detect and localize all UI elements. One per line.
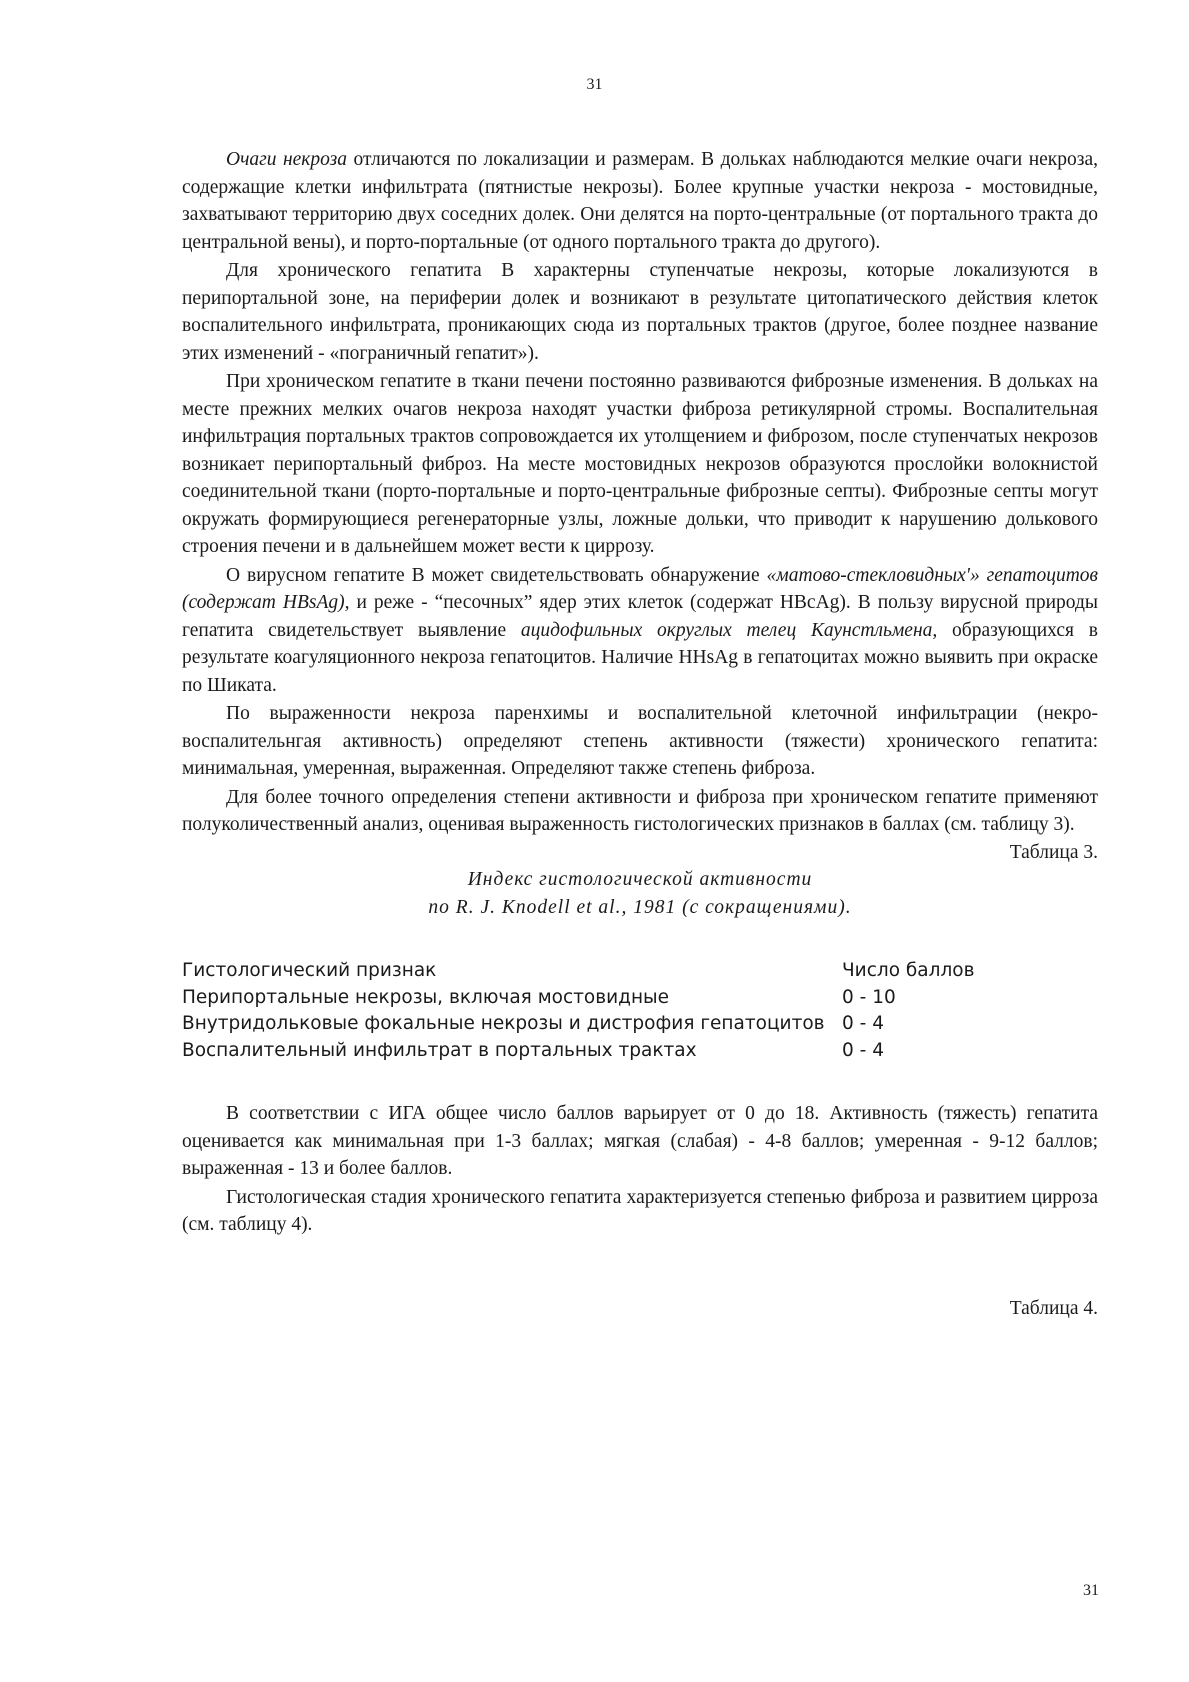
table-cell-feature: Внутридольковые фокальные некрозы и дистрофия гепатоцитов — [182, 1013, 825, 1034]
paragraph-viral-hepatitis — [182, 562, 1098, 700]
document-body — [182, 146, 1098, 1322]
table-header-row — [182, 958, 1098, 985]
table-row — [182, 1038, 1098, 1065]
paragraph-score-interpretation: В соответствии с ИГА общее число баллов варьирует от 0 до 18. Активность (тяжесть) гепатита оценивается как минимальная при 1-3 баллах; мягкая (слабая) - 4-8 баллов; умеренная - 9-12 баллов; выраженная - 13 и более баллов. — [182, 1103, 1098, 1179]
paragraph-fibrosis: При хроническом гепатите в ткани печени постоянно развиваются фиброзные изменения. В дольках на месте прежних мелких очагов некроза находят участки фиброза ретикулярной стромы. Воспалительная инфильтрация портальных трактов сопровождается их утолщением и фиброзом, после ступенчатых некрозов возникает перипортальный фиброз. На месте мостовидных некрозов образуются прослойки волокнистой соединительной ткани (порто-портальные и порто-центральные фиброзные септы). Фиброзные септы могут окружать формирующиеся регенераторные узлы, ложные дольки, что приводит к нарушению долькового строения печени и в дальнейшем может вести к циррозу. — [182, 371, 1098, 557]
term-ground-glass-hepatocytes: «матово-стекловидных'» гепатоцитов (содержат HBsAg), — [182, 564, 1098, 613]
table-row — [182, 1011, 1098, 1038]
spacer — [182, 922, 1098, 958]
table-header-cell: Число баллов — [842, 960, 975, 981]
page-number-bottom: 31 — [1083, 1582, 1099, 1599]
table-header-cell: Гистологический признак — [182, 960, 437, 981]
table-cell-feature: Перипортальные некрозы, включая мостовидные — [182, 986, 670, 1008]
paragraph-text: образующихся в результате коагуляционного некроза гепатоцитов. Наличие HHsAg в гепатоцитах можно выявить при окраске по Шиката. — [182, 619, 1098, 696]
paragraph-histological-stage: Гистологическая стадия хронического гепатита характеризуется степенью фиброза и развитием цирроза (см. таблицу 4). — [182, 1186, 1098, 1235]
paragraph-semiquantitative: Для более точного определения степени активности и фиброза при хроническом гепатите применяют полуколичественный анализ, оценивая выраженность гистологических признаков в баллах (см. таблицу 3). — [182, 786, 1098, 835]
table3-title-line2: по R. J. Knodell et al., 1981 (с сокращениями). — [428, 897, 852, 918]
table-cell-score: 0 - 4 — [842, 1039, 884, 1061]
table3-activity-index — [182, 958, 1098, 1064]
table-cell-feature: Воспалительный инфильтрат в портальных трактах — [182, 1039, 697, 1061]
table3-title-line1: Индекс гистологической активности — [467, 869, 813, 890]
paragraph-text: и реже - “песочных” ядер этих клеток (содержат HBcAg). В пользу вирусной природы гепатита свидетельствует выявление — [182, 592, 1098, 641]
table-cell-score: 0 - 10 — [842, 986, 896, 1008]
paragraph-activity-grade: По выраженности некроза паренхимы и воспалительной клеточной инфильтрации (некро-воспалительнгая активность) определяют степень активности (тяжести) хронического гепатита: минимальная, умеренная, выраженная. Определяют также степень фиброза. — [182, 703, 1098, 779]
paragraph-text: О вирусном гепатите В может свидетельствовать обнаружение — [226, 564, 767, 586]
table3-title — [182, 866, 1098, 922]
table-cell-score: 0 - 4 — [842, 1013, 884, 1034]
spacer — [182, 1239, 1098, 1295]
paragraph-necrosis-foci — [182, 146, 1098, 256]
paragraph-stepwise-necrosis: Для хронического гепатита В характерны ступенчатые некрозы, которые локализуются в перипортальной зоне, на периферии долек и возникают в результате цитопатического действия клеток воспалительного инфильтрата, проникающих сюда из портальных трактов (другое, более позднее название этих изменений - «пограничный гепатит»). — [182, 260, 1098, 364]
term-councilman-bodies: ацидофильных округлых телец Каунстльмена, — [520, 619, 938, 641]
term-necrosis-foci: Очаги некроза — [226, 149, 348, 170]
spacer — [182, 1064, 1098, 1100]
table4-label: Таблица 4. — [1009, 1297, 1098, 1319]
page-number-top: 31 — [586, 76, 603, 93]
table3-label: Таблица 3. — [1009, 841, 1098, 863]
paragraph-text: отличаются по локализации и размерам. В дольках наблюдаются мелкие очаги некроза, содержащие клетки инфильтрата (пятнистые некрозы). Более крупные участки некроза - мостовидные, захватывают территорию двух соседних долек. Они делятся на порто-центральные (от портального тракта до центральной вены), и порто-портальные (от одного портального тракта до другого). — [182, 149, 1099, 253]
table-row — [182, 985, 1098, 1012]
